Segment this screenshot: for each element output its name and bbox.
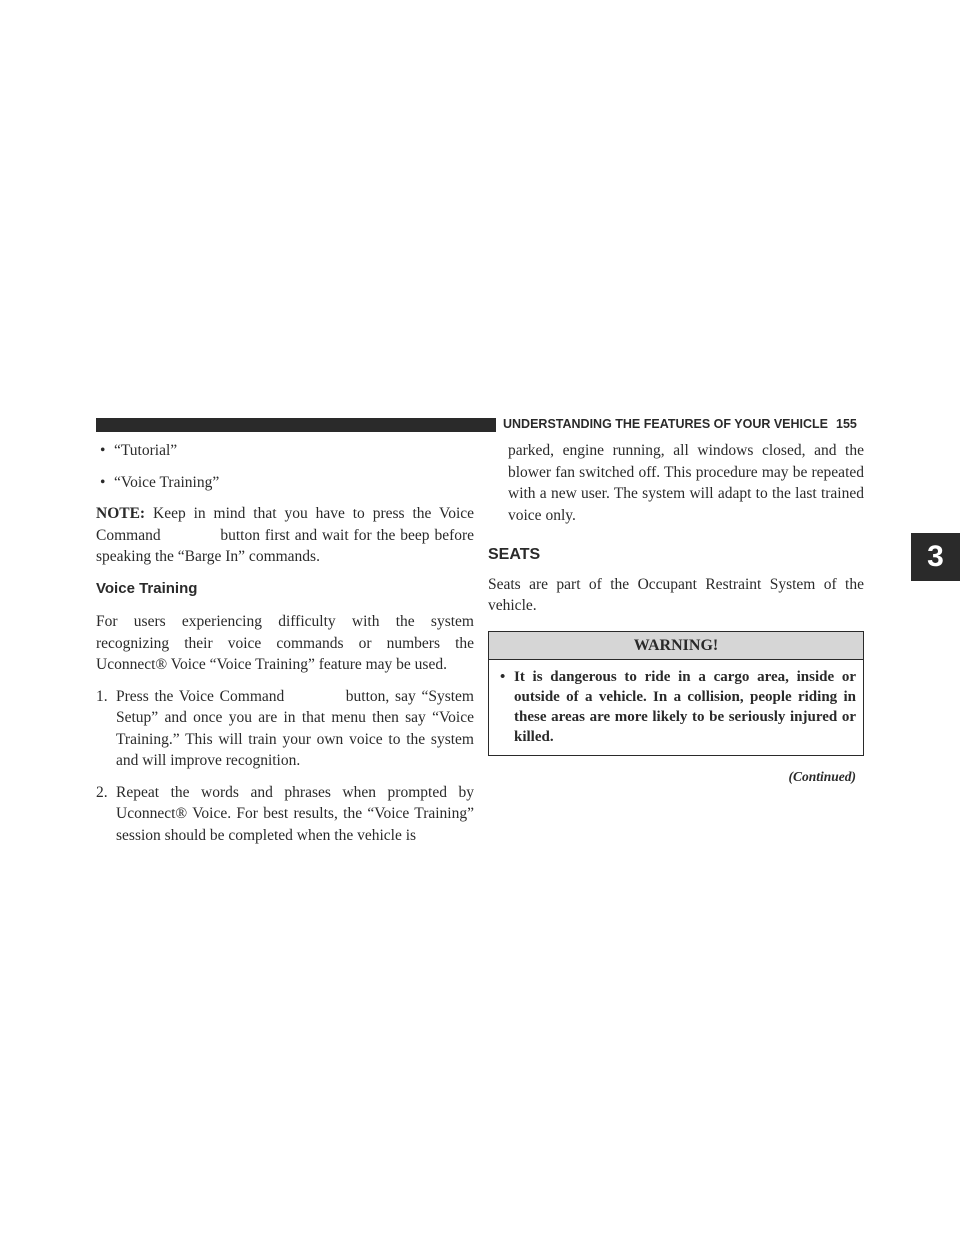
step-item bbox=[96, 782, 474, 847]
note-text-part2: button first and wait for the beep before speaking the “Barge In” commands. bbox=[96, 526, 475, 565]
left-column bbox=[96, 440, 474, 856]
step-text-b: button, say “System Setup” and once you are in that menu then say “Voice Training.” This will train your own voice to the system and will improve recognition. bbox=[116, 687, 474, 769]
warning-text: It is dangerous to ride in a cargo area, inside or outside of a vehicle. In a collision, people riding in these areas are more likely to be seriously injured or killed. bbox=[514, 669, 856, 745]
continued-step-text: parked, engine running, all windows closed, and the blower fan switched off. This procedure may be repeated with a new user. The system will adapt to the last trained voice only. bbox=[508, 442, 864, 524]
note-text-part1: Keep in mind that you have to press the Voice Command bbox=[96, 505, 475, 544]
list-item bbox=[496, 667, 856, 747]
chapter-tab: 3 bbox=[911, 533, 960, 581]
bullet-dot: • bbox=[100, 442, 106, 459]
voice-training-heading: Voice Training bbox=[96, 579, 198, 597]
step-text: Repeat the words and phrases when prompted by Uconnect® Voice. For best results, the “Voice Training” session should be completed when the vehicle is bbox=[116, 783, 474, 844]
warning-title: WARNING! bbox=[489, 632, 863, 661]
note-paragraph bbox=[96, 503, 474, 568]
step-number: 2. bbox=[96, 783, 108, 801]
note-label: NOTE: bbox=[96, 505, 146, 522]
list-item bbox=[96, 440, 474, 462]
right-column bbox=[488, 440, 864, 788]
list-item bbox=[96, 472, 474, 494]
warning-body bbox=[489, 660, 863, 755]
step-item bbox=[96, 686, 474, 772]
section-title: UNDERSTANDING THE FEATURES OF YOUR VEHICLE bbox=[503, 417, 829, 431]
header-rule bbox=[96, 418, 496, 432]
warning-box bbox=[488, 631, 864, 757]
continued-label: (Continued) bbox=[788, 769, 856, 784]
bullet-text: “Voice Training” bbox=[114, 473, 220, 491]
seats-text: Seats are part of the Occupant Restraint System of the vehicle. bbox=[488, 575, 864, 614]
bullet-dot: • bbox=[100, 473, 106, 491]
page-number: 155 bbox=[836, 417, 857, 431]
step-text-a: Press the Voice Command bbox=[116, 687, 285, 705]
running-header bbox=[503, 417, 857, 431]
bullet-text: “Tutorial” bbox=[114, 442, 178, 459]
step-number: 1. bbox=[96, 687, 108, 705]
seats-heading: SEATS bbox=[488, 546, 541, 563]
voice-training-intro: For users experiencing difficulty with the system recognizing their voice commands or numbers the Uconnect® Voice “Voice Training” feature may be used. bbox=[96, 613, 474, 673]
bullet-dot: • bbox=[500, 669, 506, 685]
